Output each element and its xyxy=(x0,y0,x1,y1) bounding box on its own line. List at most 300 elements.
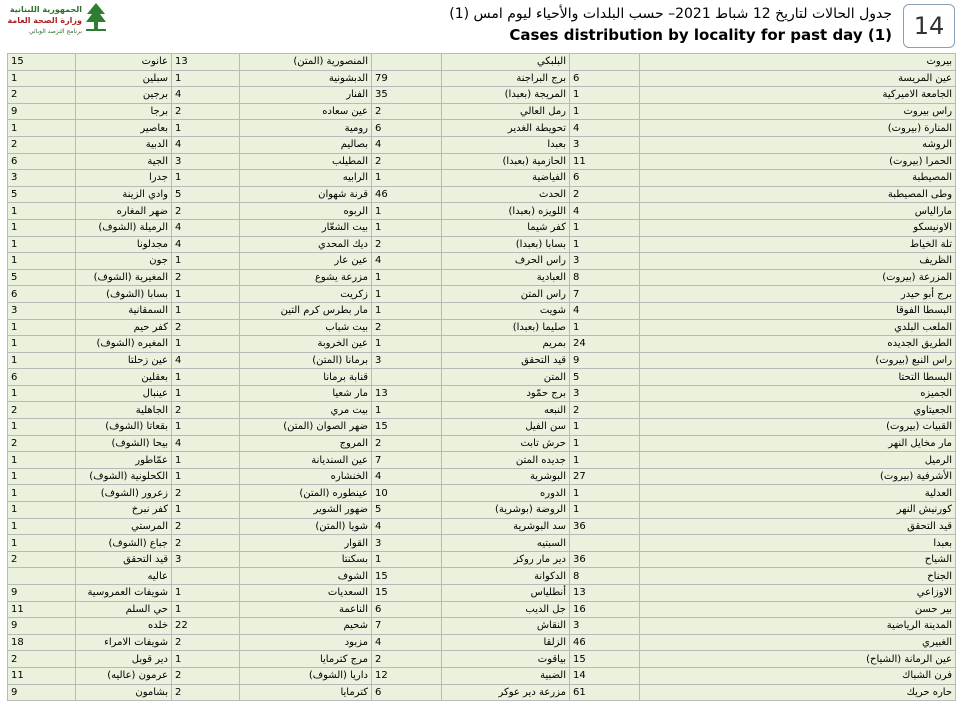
locality-name-cell: عانوت xyxy=(76,54,172,71)
case-count-cell: 2 xyxy=(570,186,640,203)
case-count-cell: 2 xyxy=(8,651,76,668)
case-count-cell: 6 xyxy=(372,601,442,618)
locality-name-cell: بسكنتا xyxy=(240,551,372,568)
case-count-cell: 1 xyxy=(372,551,442,568)
locality-name-cell: وطى المصيطبة xyxy=(640,186,956,203)
case-count-cell: 4 xyxy=(570,203,640,220)
case-count-cell: 7 xyxy=(372,452,442,469)
locality-name-cell: بمريم xyxy=(442,336,570,353)
table-row xyxy=(8,253,956,270)
case-count-cell: 3 xyxy=(172,153,240,170)
case-count-cell: 6 xyxy=(8,153,76,170)
case-count-cell: 2 xyxy=(172,535,240,552)
locality-name-cell: برمانا (المتن) xyxy=(240,352,372,369)
locality-name-cell: الدوره xyxy=(442,485,570,502)
case-count-cell: 1 xyxy=(8,518,76,535)
case-count-cell: 1 xyxy=(172,336,240,353)
locality-name-cell: قيد التحقق xyxy=(76,551,172,568)
case-count-cell: 1 xyxy=(372,402,442,419)
locality-name-cell: شويت xyxy=(442,302,570,319)
table-row xyxy=(8,402,956,419)
case-count-cell: 6 xyxy=(372,684,442,701)
case-count-cell: 1 xyxy=(172,369,240,386)
case-count-cell: 2 xyxy=(172,634,240,651)
locality-name-cell: داريا (الشوف) xyxy=(240,667,372,684)
locality-name-cell: بيروت xyxy=(640,54,956,71)
case-count-cell: 5 xyxy=(8,269,76,286)
locality-name-cell: الدبية xyxy=(76,136,172,153)
locality-name-cell: كورنيش النهر xyxy=(640,502,956,519)
page-number: 14 xyxy=(903,4,955,48)
locality-name-cell: الجميزه xyxy=(640,385,956,402)
case-count-cell: 1 xyxy=(570,103,640,120)
locality-name-cell: الحدث xyxy=(442,186,570,203)
locality-name-cell: بصاليم xyxy=(240,136,372,153)
locality-name-cell: المريجة (بعبدا) xyxy=(442,87,570,104)
locality-name-cell: جباع (الشوف) xyxy=(76,535,172,552)
case-count-cell: 7 xyxy=(372,618,442,635)
locality-name-cell: بعقلين xyxy=(76,369,172,386)
case-count-cell: 1 xyxy=(570,485,640,502)
case-count-cell: 1 xyxy=(8,236,76,253)
case-count-cell: 1 xyxy=(8,502,76,519)
case-count-cell: 6 xyxy=(570,170,640,187)
case-count-cell: 2 xyxy=(8,435,76,452)
case-count-cell: 3 xyxy=(172,551,240,568)
locality-name-cell: أنطلياس xyxy=(442,585,570,602)
locality-name-cell: مار بطرس كرم التين xyxy=(240,302,372,319)
locality-name-cell: الجية xyxy=(76,153,172,170)
case-count-cell: 1 xyxy=(172,601,240,618)
locality-name-cell: الرميل xyxy=(640,452,956,469)
case-count-cell: 4 xyxy=(570,302,640,319)
locality-name-cell: كترمايا xyxy=(240,684,372,701)
locality-name-cell: السبتيه xyxy=(442,535,570,552)
locality-name-cell: زعرور (الشوف) xyxy=(76,485,172,502)
case-count-cell: 4 xyxy=(172,352,240,369)
table-row xyxy=(8,236,956,253)
case-count-cell: 1 xyxy=(570,502,640,519)
locality-name-cell: المطيلب xyxy=(240,153,372,170)
locality-name-cell: الاونيسكو xyxy=(640,219,956,236)
table-row xyxy=(8,385,956,402)
case-count-cell: 1 xyxy=(570,452,640,469)
case-count-cell: 4 xyxy=(372,518,442,535)
locality-name-cell: المروج xyxy=(240,435,372,452)
locality-name-cell: قيد التحقق xyxy=(442,352,570,369)
case-count-cell: 1 xyxy=(570,87,640,104)
locality-name-cell: بيت مري xyxy=(240,402,372,419)
locality-name-cell: الغبيري xyxy=(640,634,956,651)
table-row xyxy=(8,568,956,585)
table-row xyxy=(8,203,956,220)
case-count-cell: 2 xyxy=(8,136,76,153)
locality-name-cell: بعبدا xyxy=(442,136,570,153)
table-row xyxy=(8,136,956,153)
case-count-cell: 15 xyxy=(570,651,640,668)
locality-name-cell: الشياح xyxy=(640,551,956,568)
table-row xyxy=(8,435,956,452)
table-row xyxy=(8,352,956,369)
locality-name-cell: المزرعة (بيروت) xyxy=(640,269,956,286)
locality-name-cell: شويفات الامراء xyxy=(76,634,172,651)
table-row xyxy=(8,286,956,303)
case-count-cell: 3 xyxy=(8,170,76,187)
case-count-cell: 2 xyxy=(172,402,240,419)
locality-name-cell: الملعب البلدي xyxy=(640,319,956,336)
case-count-cell: 9 xyxy=(8,103,76,120)
locality-name-cell: راس المتن xyxy=(442,286,570,303)
case-count-cell: 1 xyxy=(172,286,240,303)
table-row xyxy=(8,120,956,137)
locality-name-cell: السمقانية xyxy=(76,302,172,319)
locality-name-cell: المدينة الرياضية xyxy=(640,618,956,635)
table-row xyxy=(8,336,956,353)
locality-name-cell: العدلية xyxy=(640,485,956,502)
case-count-cell: 3 xyxy=(570,136,640,153)
locality-name-cell: سد البوشرية xyxy=(442,518,570,535)
title-english: Cases distribution by locality for past day (1) xyxy=(509,26,892,44)
case-count-cell: 1 xyxy=(8,385,76,402)
table-row xyxy=(8,618,956,635)
case-count-cell: 4 xyxy=(372,634,442,651)
locality-cases-table xyxy=(7,53,956,701)
case-count-cell: 1 xyxy=(8,70,76,87)
case-count-cell: 13 xyxy=(570,585,640,602)
locality-name-cell: قرنة شهوان xyxy=(240,186,372,203)
case-count-cell: 1 xyxy=(8,468,76,485)
locality-name-cell: الناعمة xyxy=(240,601,372,618)
case-count-cell xyxy=(8,568,76,585)
table-row xyxy=(8,153,956,170)
locality-name-cell: عين الخروبة xyxy=(240,336,372,353)
locality-name-cell: مار مخايل النهر xyxy=(640,435,956,452)
locality-name-cell: النقاش xyxy=(442,618,570,635)
case-count-cell: 1 xyxy=(372,302,442,319)
case-count-cell: 2 xyxy=(172,518,240,535)
case-count-cell: 10 xyxy=(372,485,442,502)
case-count-cell: 2 xyxy=(372,236,442,253)
case-count-cell: 6 xyxy=(570,70,640,87)
case-count-cell: 2 xyxy=(172,203,240,220)
case-count-cell: 4 xyxy=(172,435,240,452)
locality-name-cell: قنابة برمانا xyxy=(240,369,372,386)
case-count-cell: 4 xyxy=(570,120,640,137)
locality-name-cell: سبلين xyxy=(76,70,172,87)
case-count-cell: 1 xyxy=(172,302,240,319)
locality-name-cell: الدكوانة xyxy=(442,568,570,585)
locality-name-cell: الدبشونية xyxy=(240,70,372,87)
locality-name-cell: كفر نبرخ xyxy=(76,502,172,519)
locality-name-cell: بيحا (الشوف) xyxy=(76,435,172,452)
locality-name-cell: القبيات (بيروت) xyxy=(640,419,956,436)
locality-name-cell: فرن الشباك xyxy=(640,667,956,684)
case-count-cell: 1 xyxy=(372,269,442,286)
page-header xyxy=(0,0,960,52)
case-count-cell: 1 xyxy=(8,203,76,220)
locality-name-cell: كفر حيم xyxy=(76,319,172,336)
table-row xyxy=(8,634,956,651)
locality-name-cell: حاره حريك xyxy=(640,684,956,701)
locality-name-cell: عمّاطور xyxy=(76,452,172,469)
case-count-cell: 1 xyxy=(8,419,76,436)
table-row xyxy=(8,219,956,236)
locality-name-cell: شويفات العمروسية xyxy=(76,585,172,602)
locality-name-cell: الاوزاعي xyxy=(640,585,956,602)
case-count-cell: 3 xyxy=(570,385,640,402)
locality-name-cell: البلبكي xyxy=(442,54,570,71)
table-row xyxy=(8,269,956,286)
locality-name-cell: عين سعاده xyxy=(240,103,372,120)
locality-name-cell: عاليه xyxy=(76,568,172,585)
locality-name-cell: المغيرية (الشوف) xyxy=(76,269,172,286)
locality-name-cell: قيد التحقق xyxy=(640,518,956,535)
locality-name-cell: المنصورية (المتن) xyxy=(240,54,372,71)
locality-name-cell: عين المريسة xyxy=(640,70,956,87)
case-count-cell: 2 xyxy=(570,402,640,419)
case-count-cell: 15 xyxy=(8,54,76,71)
locality-name-cell: بيت الشعّار xyxy=(240,219,372,236)
case-count-cell: 5 xyxy=(372,502,442,519)
locality-name-cell: بسابا (بعبدا) xyxy=(442,236,570,253)
case-count-cell: 46 xyxy=(570,634,640,651)
ministry-logo xyxy=(4,2,108,38)
table-row xyxy=(8,419,956,436)
locality-name-cell: المتن xyxy=(442,369,570,386)
case-count-cell: 1 xyxy=(8,319,76,336)
case-count-cell: 1 xyxy=(8,219,76,236)
locality-name-cell: بعاصير xyxy=(76,120,172,137)
case-count-cell: 2 xyxy=(8,87,76,104)
locality-name-cell: بيت شباب xyxy=(240,319,372,336)
case-count-cell: 2 xyxy=(172,684,240,701)
case-count-cell: 1 xyxy=(8,352,76,369)
logo-line-1: الجمهورية اللبنانية xyxy=(9,5,82,14)
case-count-cell: 6 xyxy=(372,120,442,137)
case-count-cell: 36 xyxy=(570,518,640,535)
case-count-cell xyxy=(372,369,442,386)
case-count-cell: 11 xyxy=(570,153,640,170)
locality-name-cell: وادي الزينة xyxy=(76,186,172,203)
locality-name-cell: راس النبع (بيروت) xyxy=(640,352,956,369)
case-count-cell: 4 xyxy=(372,468,442,485)
locality-name-cell: البسطا التحتا xyxy=(640,369,956,386)
locality-name-cell: الخنشاره xyxy=(240,468,372,485)
case-count-cell: 1 xyxy=(172,253,240,270)
locality-name-cell: برج البراجنة xyxy=(442,70,570,87)
locality-name-cell: اللويزه (بعبدا) xyxy=(442,203,570,220)
locality-name-cell: شحيم xyxy=(240,618,372,635)
locality-name-cell: ضهر المغاره xyxy=(76,203,172,220)
case-count-cell: 9 xyxy=(8,618,76,635)
case-count-cell: 14 xyxy=(570,667,640,684)
case-count-cell: 4 xyxy=(172,136,240,153)
case-count-cell xyxy=(570,535,640,552)
locality-name-cell: برج أبو حيدر xyxy=(640,286,956,303)
table-row xyxy=(8,502,956,519)
table-row xyxy=(8,87,956,104)
locality-name-cell: المغيره (الشوف) xyxy=(76,336,172,353)
case-count-cell: 1 xyxy=(8,120,76,137)
locality-name-cell: تلة الخياط xyxy=(640,236,956,253)
case-count-cell: 13 xyxy=(172,54,240,71)
locality-name-cell: الفنار xyxy=(240,87,372,104)
locality-name-cell: الظريف xyxy=(640,253,956,270)
case-count-cell: 1 xyxy=(570,319,640,336)
table-row xyxy=(8,369,956,386)
locality-name-cell: بعبدا xyxy=(640,535,956,552)
case-count-cell: 16 xyxy=(570,601,640,618)
locality-name-cell: المنارة (بيروت) xyxy=(640,120,956,137)
locality-name-cell: مارالياس xyxy=(640,203,956,220)
locality-name-cell: الجناح xyxy=(640,568,956,585)
locality-name-cell: القوار xyxy=(240,535,372,552)
case-count-cell: 15 xyxy=(372,585,442,602)
locality-name-cell: سن الفيل xyxy=(442,419,570,436)
locality-name-cell: الطريق الجديده xyxy=(640,336,956,353)
case-count-cell: 1 xyxy=(372,170,442,187)
locality-name-cell: الحازمية (بعبدا) xyxy=(442,153,570,170)
locality-name-cell: جل الديب xyxy=(442,601,570,618)
table-row xyxy=(8,103,956,120)
table-body xyxy=(8,54,956,701)
locality-name-cell: مزبود xyxy=(240,634,372,651)
case-count-cell xyxy=(372,54,442,71)
table-row xyxy=(8,485,956,502)
locality-name-cell: العبادية xyxy=(442,269,570,286)
case-count-cell: 4 xyxy=(172,87,240,104)
case-count-cell: 1 xyxy=(172,452,240,469)
case-count-cell: 3 xyxy=(8,302,76,319)
locality-name-cell: خلده xyxy=(76,618,172,635)
locality-name-cell: المرستي xyxy=(76,518,172,535)
case-count-cell: 2 xyxy=(172,103,240,120)
locality-name-cell: عين عار xyxy=(240,253,372,270)
case-count-cell: 4 xyxy=(172,219,240,236)
case-count-cell: 3 xyxy=(372,352,442,369)
locality-name-cell: بياقوت xyxy=(442,651,570,668)
case-count-cell: 46 xyxy=(372,186,442,203)
case-count-cell: 7 xyxy=(570,286,640,303)
locality-name-cell: مزرعة يشوع xyxy=(240,269,372,286)
case-count-cell: 2 xyxy=(8,551,76,568)
logo-text xyxy=(4,4,82,37)
table-row xyxy=(8,551,956,568)
case-count-cell: 2 xyxy=(172,667,240,684)
locality-name-cell: البوشرية xyxy=(442,468,570,485)
table-row xyxy=(8,585,956,602)
case-count-cell xyxy=(172,568,240,585)
table-row xyxy=(8,70,956,87)
locality-name-cell: برج حمّود xyxy=(442,385,570,402)
locality-name-cell: الأشرفية (بيروت) xyxy=(640,468,956,485)
locality-name-cell: جديده المتن xyxy=(442,452,570,469)
case-count-cell: 5 xyxy=(570,369,640,386)
locality-name-cell: مرج كترمايا xyxy=(240,651,372,668)
case-count-cell: 1 xyxy=(172,585,240,602)
locality-name-cell: عين الرمانة (الشياح) xyxy=(640,651,956,668)
locality-name-cell: الجاهلية xyxy=(76,402,172,419)
case-count-cell: 1 xyxy=(372,219,442,236)
case-count-cell: 1 xyxy=(172,385,240,402)
locality-name-cell: ديك المحدي xyxy=(240,236,372,253)
case-count-cell: 4 xyxy=(372,253,442,270)
locality-name-cell: رومية xyxy=(240,120,372,137)
table-row xyxy=(8,601,956,618)
locality-name-cell: برجين xyxy=(76,87,172,104)
case-count-cell: 2 xyxy=(372,319,442,336)
locality-name-cell: مار شعيا xyxy=(240,385,372,402)
case-count-cell: 1 xyxy=(172,502,240,519)
case-count-cell: 5 xyxy=(172,186,240,203)
case-count-cell: 61 xyxy=(570,684,640,701)
locality-name-cell: الجعيتاوي xyxy=(640,402,956,419)
case-count-cell: 2 xyxy=(172,269,240,286)
table-row xyxy=(8,651,956,668)
locality-name-cell: الضبية xyxy=(442,667,570,684)
locality-name-cell: عين السنديانة xyxy=(240,452,372,469)
table-row xyxy=(8,302,956,319)
case-count-cell: 1 xyxy=(172,170,240,187)
locality-name-cell: صليما (بعبدا) xyxy=(442,319,570,336)
case-count-cell: 1 xyxy=(570,419,640,436)
locality-name-cell: رمل العالي xyxy=(442,103,570,120)
logo-line-3: برنامج الترصد الوبائي xyxy=(28,28,82,35)
locality-name-cell: الشوف xyxy=(240,568,372,585)
case-count-cell: 1 xyxy=(372,286,442,303)
locality-name-cell: المصيطبة xyxy=(640,170,956,187)
case-count-cell: 8 xyxy=(570,568,640,585)
case-count-cell: 9 xyxy=(570,352,640,369)
case-count-cell: 79 xyxy=(372,70,442,87)
case-count-cell: 27 xyxy=(570,468,640,485)
case-count-cell: 2 xyxy=(172,485,240,502)
locality-name-cell: كفر شيما xyxy=(442,219,570,236)
case-count-cell: 11 xyxy=(8,601,76,618)
locality-name-cell: مزرعة دير عوكر xyxy=(442,684,570,701)
case-count-cell: 2 xyxy=(372,153,442,170)
logo-line-2: وزارة الصحة العامة xyxy=(7,16,82,25)
case-count-cell: 18 xyxy=(8,634,76,651)
locality-name-cell: السعديات xyxy=(240,585,372,602)
locality-name-cell: شويا (المتن) xyxy=(240,518,372,535)
case-count-cell: 1 xyxy=(8,535,76,552)
case-count-cell: 5 xyxy=(8,186,76,203)
table-row xyxy=(8,667,956,684)
locality-name-cell: تحويطة الغدير xyxy=(442,120,570,137)
case-count-cell: 1 xyxy=(8,253,76,270)
table-row xyxy=(8,468,956,485)
table-row xyxy=(8,452,956,469)
case-count-cell: 1 xyxy=(172,120,240,137)
case-count-cell: 1 xyxy=(8,336,76,353)
cedar-icon xyxy=(84,2,108,32)
locality-name-cell: النبعه xyxy=(442,402,570,419)
table-row xyxy=(8,535,956,552)
locality-name-cell: بسابا (الشوف) xyxy=(76,286,172,303)
locality-name-cell: راس الحرف xyxy=(442,253,570,270)
case-count-cell: 24 xyxy=(570,336,640,353)
locality-name-cell: الحمرا (بيروت) xyxy=(640,153,956,170)
case-count-cell: 6 xyxy=(8,286,76,303)
table-row xyxy=(8,170,956,187)
case-count-cell: 1 xyxy=(8,485,76,502)
case-count-cell: 9 xyxy=(8,684,76,701)
case-count-cell: 1 xyxy=(570,219,640,236)
locality-name-cell: دير قوبل xyxy=(76,651,172,668)
case-count-cell: 1 xyxy=(372,203,442,220)
case-count-cell: 22 xyxy=(172,618,240,635)
